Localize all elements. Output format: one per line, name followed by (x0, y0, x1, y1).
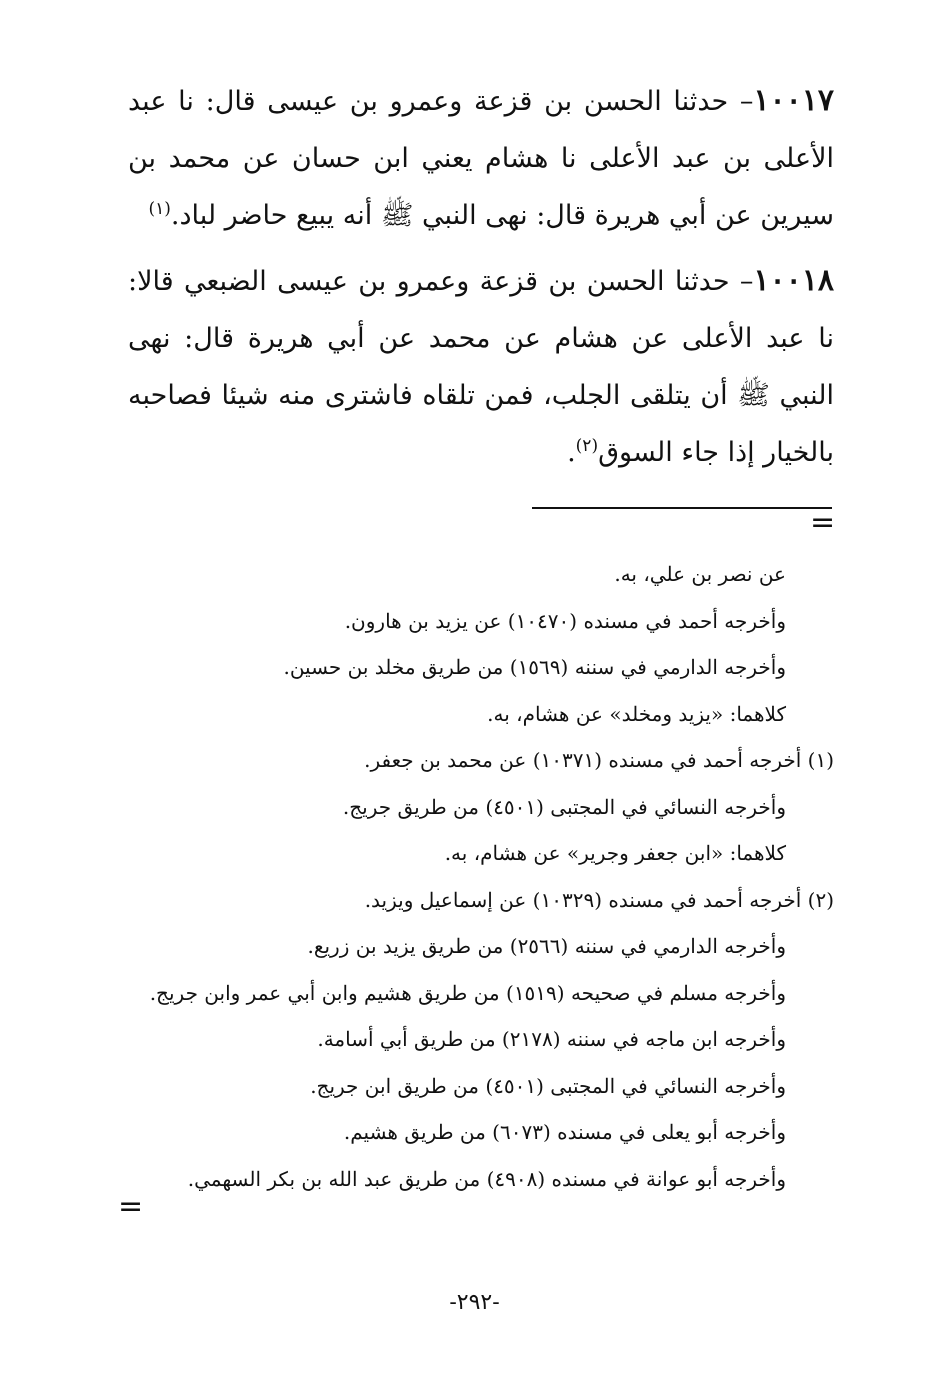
footnote-line: وأخرجه مسلم في صحيحه (١٥١٩) من طريق هشيم وابن أبي عمر وابن جريج. (149, 980, 786, 1005)
footnote-line: وأخرجه ابن ماجه في سننه (٢١٧٨) من طريق أبي أسامة. (317, 1027, 786, 1051)
footnote-line: وأخرجه الدارمي في سننه (٢٥٦٦) من طريق يزيد بن زريع. (307, 934, 786, 958)
footnote-line: وأخرجه النسائي في المجتبى (٤٥٠١) من طريق جريج. (342, 794, 786, 819)
end-continuation-mark: = (118, 1189, 144, 1224)
footnote-divider (532, 507, 832, 509)
hadith-text: – حدثنا الحسن بن قزعة وعمرو بن عيسى قال: نا عبد الأعلى بن عبد الأعلى نا هشام يعني ابن حسان عن محمد بن سيرين عن أبي هريرة قال: نهى النبي ﷺ أنه يبيع حاضر لباد. (128, 86, 834, 231)
hadith-10018 (128, 252, 834, 481)
page-number: -٢٩٢- (449, 1290, 500, 1315)
footnote-line: وأخرجه النسائي في المجتبى (٤٥٠١) من طريق ابن جريج. (310, 1073, 786, 1098)
footnote-line: كلاهما: «ابن جعفر وجرير» عن هشام، به. (444, 841, 786, 865)
hadith-10017 (128, 72, 834, 244)
footnote-2: (٢) أخرجه أحمد في مسنده (١٠٣٢٩) عن إسماعيل ويزيد. (364, 887, 834, 912)
footnote-line: وأخرجه أحمد في مسنده (١٠٤٧٠) عن يزيد بن هارون. (344, 608, 786, 633)
footnote-line: وأخرجه أبو يعلى في مسنده (٦٠٧٣) من طريق هشيم. (343, 1120, 786, 1144)
footnote-line: وأخرجه الدارمي في سننه (١٥٦٩) من طريق مخلد بن حسين. (283, 655, 786, 679)
footnote-line: وأخرجه أبو عوانة في مسنده (٤٩٠٨) من طريق عبد الله بن بكر السهمي. (187, 1166, 786, 1191)
footnotes (118, 551, 834, 1202)
footnote-line: عن نصر بن علي، به. (614, 562, 786, 586)
continuation-mark: = (810, 505, 836, 540)
hadith-number: ١٠٠١٨ (753, 263, 834, 298)
hadith-number: ١٠٠١٧ (753, 83, 834, 118)
footnote-reference[interactable]: (١) (148, 199, 171, 219)
footnote-1: (١) أخرجه أحمد في مسنده (١٠٣٧١) عن محمد بن جعفر. (364, 748, 834, 772)
hadith-end: . (567, 437, 576, 468)
footnote-line: كلاهما: «يزيد ومخلد» عن هشام، به. (487, 701, 786, 726)
main-text (128, 72, 834, 489)
hadith-text: – حدثنا الحسن بن قزعة وعمرو بن عيسى الضبعي قالا: نا عبد الأعلى عن هشام عن محمد عن أبي هريرة قال: نهى النبي ﷺ أن يتلقى الجلب، فمن تلقاه فاشترى منه شيئا فصاحبه بالخيار إذا جاء السوق (128, 266, 834, 468)
footnote-reference[interactable]: (٢) (575, 436, 599, 456)
